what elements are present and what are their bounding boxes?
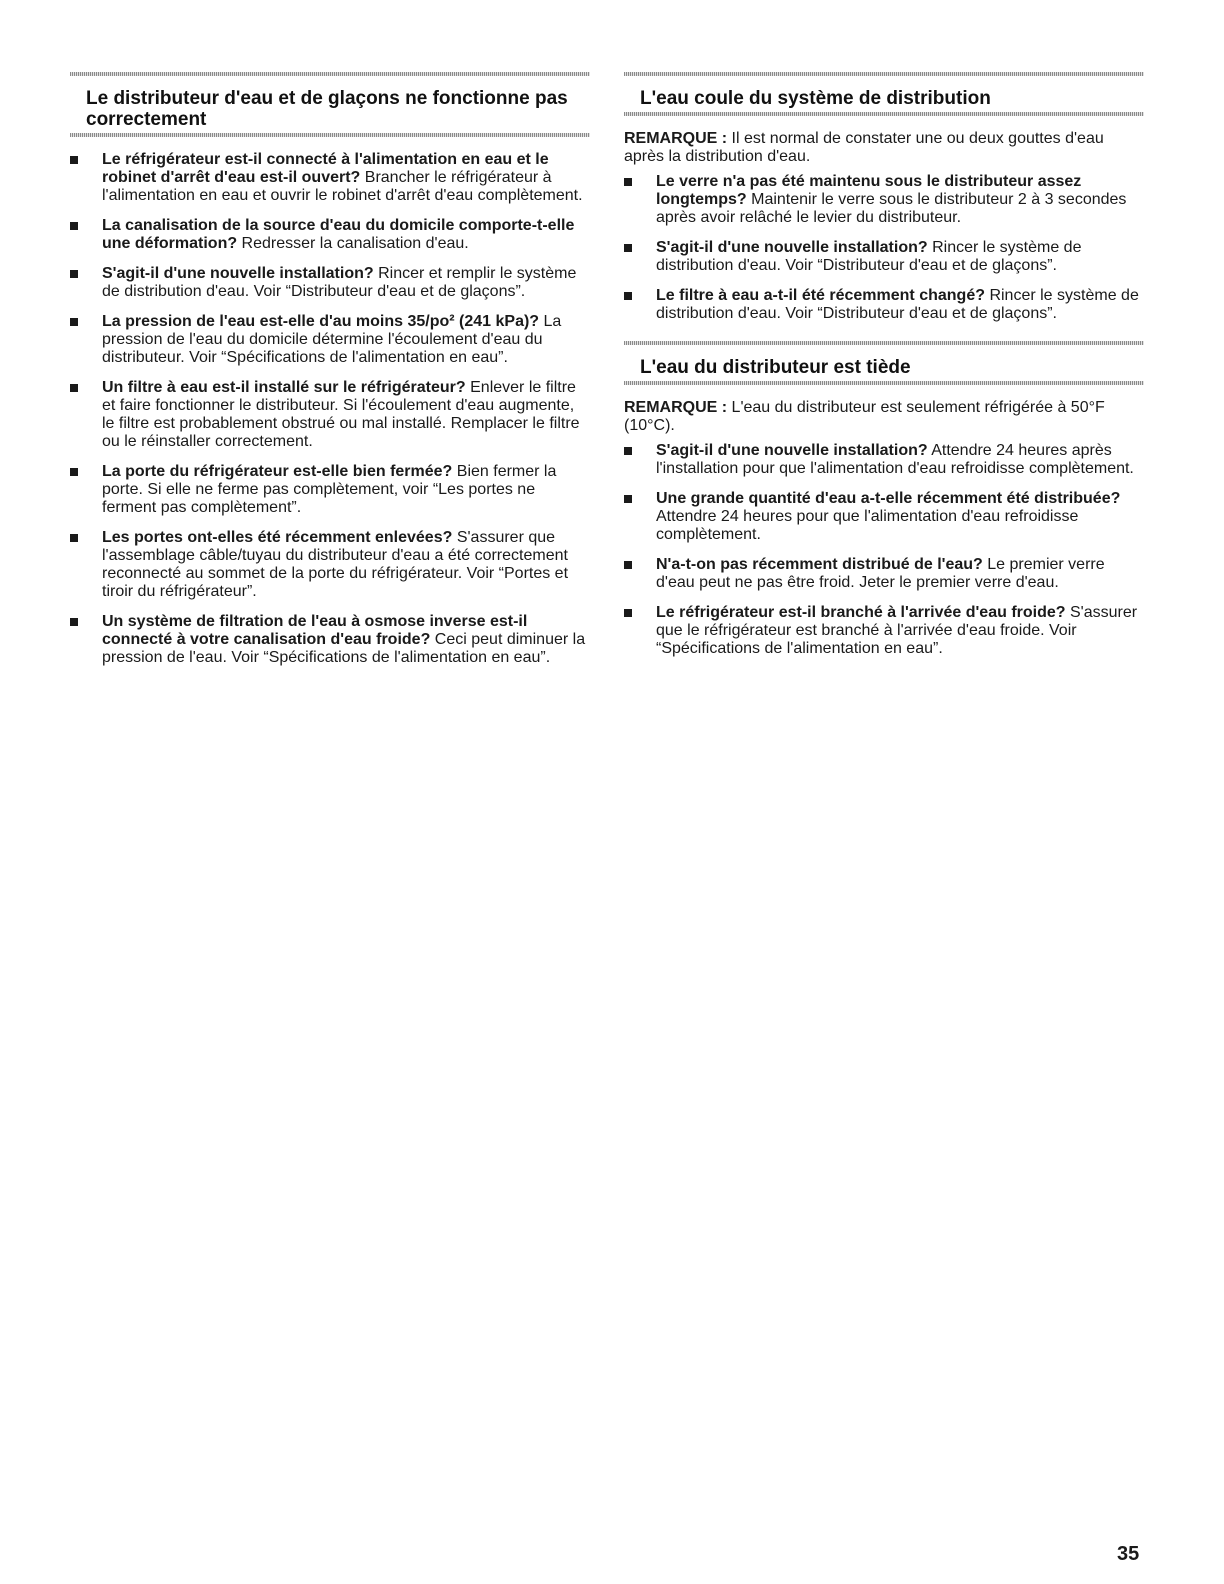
bullet-square-icon bbox=[70, 270, 78, 278]
section-header-dispenser-malfunction bbox=[70, 72, 590, 137]
divider bbox=[70, 133, 590, 137]
bullet-square-icon bbox=[70, 156, 78, 164]
list-item: Un système de filtration de l'eau à osmose inverse est-il connecté à votre canalisation d'eau froide? Ceci peut diminuer la pression de l'eau. Voir “Spécifications de l'alimentation en eau”. bbox=[70, 613, 590, 667]
troubleshooting-list bbox=[624, 173, 1144, 323]
divider bbox=[70, 72, 590, 76]
section-heading: L'eau coule du système de distribution bbox=[640, 88, 991, 109]
bullet-square-icon bbox=[70, 222, 78, 230]
bullet-square-icon bbox=[624, 447, 632, 455]
list-item: La porte du réfrigérateur est-elle bien fermée? Bien fermer la porte. Si elle ne ferme pas complètement, voir “Les portes ne ferment pas complètement”. bbox=[70, 463, 590, 517]
bullet-square-icon bbox=[624, 178, 632, 186]
list-item: Un filtre à eau est-il installé sur le réfrigérateur? Enlever le filtre et faire fonctionner le distributeur. Si l'écoulement d'eau augmente, le filtre est probablement obstrué ou mal installé. Remplacer le filtre ou le réinstaller correctement. bbox=[70, 379, 590, 451]
right-column bbox=[624, 72, 1144, 670]
bullet-square-icon bbox=[70, 318, 78, 326]
list-item: Le réfrigérateur est-il connecté à l'alimentation en eau et le robinet d'arrêt d'eau est-il ouvert? Brancher le réfrigérateur à l'alimentation en eau et ouvrir le robinet d'arrêt d'eau complètement. bbox=[70, 151, 590, 205]
troubleshooting-list bbox=[70, 151, 590, 667]
note: REMARQUE : Il est normal de constater une ou deux gouttes d'eau après la distribution d'eau. bbox=[624, 130, 1104, 165]
bullet-square-icon bbox=[624, 495, 632, 503]
bullet-square-icon bbox=[624, 244, 632, 252]
list-item: S'agit-il d'une nouvelle installation? Rincer et remplir le système de distribution d'eau. Voir “Distributeur d'eau et de glaçons”. bbox=[70, 265, 590, 301]
bullet-square-icon bbox=[624, 292, 632, 300]
bullet-square-icon bbox=[70, 384, 78, 392]
bullet-square-icon bbox=[624, 561, 632, 569]
bullet-square-icon bbox=[70, 534, 78, 542]
note: REMARQUE : L'eau du distributeur est seulement réfrigérée à 50°F (10°C). bbox=[624, 399, 1105, 434]
section-header-warm-water bbox=[624, 341, 1144, 385]
list-item: Le réfrigérateur est-il branché à l'arrivée d'eau froide? S'assurer que le réfrigérateur est branché à l'arrivée d'eau froide. Voir “Spécifications de l'alimentation en eau”. bbox=[624, 604, 1144, 658]
page-number: 35 bbox=[1117, 1543, 1140, 1565]
bullet-square-icon bbox=[70, 468, 78, 476]
list-item: La pression de l'eau est-elle d'au moins 35/po² (241 kPa)? La pression de l'eau du domicile détermine l'écoulement d'eau du distributeur. Voir “Spécifications de l'alimentation en eau”. bbox=[70, 313, 590, 367]
divider bbox=[624, 341, 1144, 345]
list-item: S'agit-il d'une nouvelle installation? Attendre 24 heures après l'installation pour que l'alimentation d'eau refroidisse complètement. bbox=[624, 442, 1144, 478]
divider bbox=[624, 72, 1144, 76]
left-column bbox=[70, 72, 590, 679]
section-heading: Le distributeur d'eau et de glaçons ne fonctionne pas correctement bbox=[86, 88, 568, 130]
divider bbox=[624, 112, 1144, 116]
list-item: Le verre n'a pas été maintenu sous le distributeur assez longtemps? Maintenir le verre sous le distributeur 2 à 3 secondes après avoir relâché le levier du distributeur. bbox=[624, 173, 1144, 227]
list-item: S'agit-il d'une nouvelle installation? Rincer le système de distribution d'eau. Voir “Distributeur d'eau et de glaçons”. bbox=[624, 239, 1144, 275]
list-item: Une grande quantité d'eau a-t-elle récemment été distribuée? Attendre 24 heures pour que l'alimentation d'eau refroidisse complètement. bbox=[624, 490, 1144, 544]
section-heading: L'eau du distributeur est tiède bbox=[640, 357, 911, 378]
bullet-square-icon bbox=[624, 609, 632, 617]
list-item: Le filtre à eau a-t-il été récemment changé? Rincer le système de distribution d'eau. Voir “Distributeur d'eau et de glaçons”. bbox=[624, 287, 1144, 323]
section-header-water-leak bbox=[624, 72, 1144, 116]
divider bbox=[624, 381, 1144, 385]
list-item: La canalisation de la source d'eau du domicile comporte-t-elle une déformation? Redresser la canalisation d'eau. bbox=[70, 217, 590, 253]
bullet-square-icon bbox=[70, 618, 78, 626]
troubleshooting-list bbox=[624, 442, 1144, 658]
list-item: N'a-t-on pas récemment distribué de l'eau? Le premier verre d'eau peut ne pas être froid. Jeter le premier verre d'eau. bbox=[624, 556, 1144, 592]
list-item: Les portes ont-elles été récemment enlevées? S'assurer que l'assemblage câble/tuyau du distributeur d'eau a été correctement reconnecté au sommet de la porte du réfrigérateur. Voir “Portes et tiroir du réfrigérateur”. bbox=[70, 529, 590, 601]
